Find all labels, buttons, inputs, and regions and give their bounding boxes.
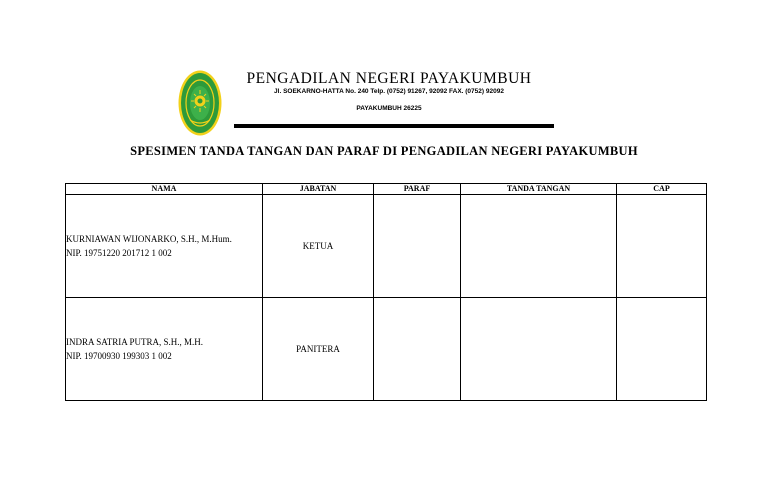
person-name: KURNIAWAN WIJONARKO, S.H., M.Hum. [66,234,232,244]
person-nip: NIP. 19700930 199303 1 002 [66,351,172,361]
col-header-jabatan: JABATAN [263,184,374,195]
jabatan-cell: PANITERA [263,298,374,401]
court-address: Jl. SOEKARNO-HATTA No. 240 Telp. (0752) 91267, 92092 FAX. (0752) 92092 [274,88,504,95]
person-name: INDRA SATRIA PUTRA, S.H., M.H. [66,337,204,347]
specimen-table [65,183,707,401]
col-header-cap: CAP [617,184,707,195]
col-header-tanda-tangan: TANDA TANGAN [461,184,617,195]
header-divider [234,124,554,128]
paraf-cell [374,195,461,298]
name-cell [66,298,263,401]
person-nip: NIP. 19751220 201712 1 002 [66,248,172,258]
tanda-tangan-cell [461,298,617,401]
table-header-row [66,184,707,195]
col-header-nama: NAMA [66,184,263,195]
court-emblem-logo [178,70,222,136]
name-cell [66,195,263,298]
jabatan-cell: KETUA [263,195,374,298]
table-row [66,298,707,401]
document-title: SPESIMEN TANDA TANGAN DAN PARAF DI PENGADILAN NEGERI PAYAKUMBUH [130,144,638,158]
court-name: PENGADILAN NEGERI PAYAKUMBUH [246,70,532,87]
court-city: PAYAKUMBUH 26225 [356,105,422,112]
col-header-paraf: PARAF [374,184,461,195]
tanda-tangan-cell [461,195,617,298]
cap-cell [617,195,707,298]
cap-cell [617,298,707,401]
table-row [66,195,707,298]
paraf-cell [374,298,461,401]
